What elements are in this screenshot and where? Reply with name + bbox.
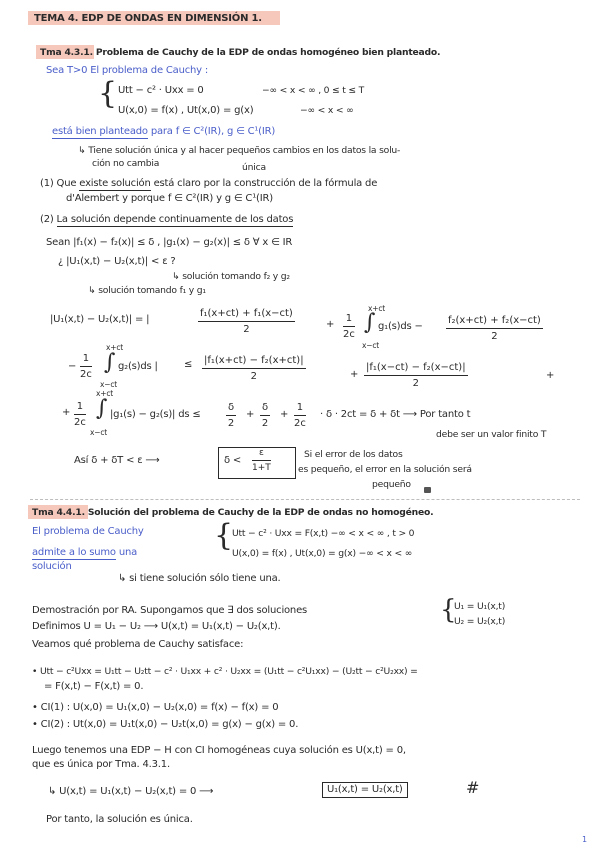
fraction-f2-num: f₂(x+ct) + f₂(x−ct) [446, 316, 543, 329]
chapter-title: TEMA 4. EDP DE ONDAS EN DIMENSIÓN 1. [34, 13, 262, 24]
item2-keyword: La solución depende continuamente de los datos [56, 214, 294, 225]
t-must-be-finite: debe ser un valor finito T [436, 429, 547, 440]
define-u: Definimos U = U₁ − U₂ ⟶ U(x,t) = U₁(x,t) − U₂(x,t). [32, 621, 281, 632]
fraction-diff-minus-den: 2 [412, 378, 419, 389]
fraction-f1-den: 2 [243, 324, 250, 335]
frac-num: 1 [343, 314, 355, 327]
frac-den: 2c [294, 418, 306, 429]
por-tanto: Por tanto, la solución es única. [46, 814, 193, 825]
luego-line-2: que es única por Tma. 4.3.1. [32, 759, 170, 770]
final-result-box: U₁(x,t) = U₂(x,t) [322, 782, 408, 798]
system-brace-3: { [440, 595, 457, 625]
note-unique-solution-1: ↳ Tiene solución única y al hacer pequeños cambios en los datos la solu- [78, 145, 401, 156]
nonhomog-ic: U(x,0) = f(x) , Ut(x,0) = g(x) −∞ < x < ∞ [232, 548, 413, 559]
bullet-ci1: • CI(1) : U(x,0) = U₁(x,0) − U₂(x,0) = f(x) − f(x) = 0 [32, 702, 279, 713]
frac-num: 1 [80, 354, 92, 367]
fraction-diff-minus-num: |f₁(x−ct) − f₂(x−ct)| [364, 363, 468, 376]
item2-dependence [40, 215, 293, 225]
frac-den: 2 [227, 418, 235, 429]
qed-mark: # [466, 778, 480, 797]
minus-sign-2: − [68, 361, 77, 372]
plus-sign-2: + [350, 369, 359, 380]
section2-left-a: El problema de Cauchy [32, 526, 144, 537]
error-question: ¿ |U₁(x,t) − U₂(x,t)| < ε ? [58, 256, 176, 267]
frac-den: 2 [261, 418, 269, 429]
section1-title: Tma 4.3.1. Problema de Cauchy de la EDP de ondas homogéneo bien planteado. [40, 47, 441, 58]
one-word: una [115, 547, 138, 558]
item1-existence [40, 179, 377, 189]
fraction-diff-plus-den: 2 [250, 371, 257, 382]
section2-left-d: solución [32, 561, 72, 572]
bullet-pde-1: • Utt − c²Uxx = U₁tt − U₂tt − c² · U₁xx + c² · U₂xx = (U₁tt − c²U₁xx) − (U₂tt − c²U₂xx) = [32, 666, 418, 677]
bullet-pde-2: = F(x,t) − F(x,t) = 0. [44, 681, 144, 692]
item1-text: está claro por la construcción de la fórmula de [150, 178, 378, 189]
section-divider [30, 499, 580, 500]
initial-domain: −∞ < x < ∞ [300, 105, 354, 116]
plus-sign-4: + [246, 409, 255, 420]
ink-smudge [424, 487, 431, 493]
integral-1-upper: x+ct [368, 304, 385, 313]
cauchy-intro: Sea T>0 El problema de Cauchy : [46, 65, 209, 76]
item1-line2: d'Alembert y porque f ∈ C²(IR) y g ∈ C¹(IR) [66, 193, 273, 204]
at-most-one-term: admite a lo sumo [32, 547, 116, 558]
final-equation: ↳ U(x,t) = U₁(x,t) − U₂(x,t) = 0 ⟶ [48, 786, 214, 797]
delta-bound-fraction [252, 449, 271, 473]
frac-num: ε [252, 449, 271, 461]
note-unique-solution-2: ción no cambia [92, 158, 160, 169]
integral-3-body: |g₁(s) − g₂(s)| ds ≤ [110, 409, 201, 420]
estimate-tail: · δ · 2ct = δ + δt ⟶ Por tanto t [320, 409, 471, 420]
integral-2-upper: x+ct [106, 343, 123, 352]
plus-sign-5: + [280, 409, 289, 420]
pde-equation: Utt − c² · Uxx = 0 [118, 85, 204, 96]
fraction-1-over-2c-b [80, 354, 92, 380]
fraction-1-over-2c-c [74, 402, 86, 428]
pde-domain: −∞ < x < ∞ , 0 ≤ t ≤ T [262, 85, 365, 96]
fraction-diff-minus [364, 363, 468, 389]
system-brace-1: { [98, 76, 118, 111]
fraction-1-over-2c-d [294, 403, 306, 429]
item1-keyword: existe solución [79, 178, 151, 189]
integral-sign-1: ∫ [364, 310, 376, 335]
luego-line-1: Luego tenemos una EDP − H con CI homogéneas cuya solución es U(x,t) = 0, [32, 745, 406, 756]
frac-den: 1+T [252, 463, 271, 473]
integral-2-lower: x−ct [100, 380, 117, 389]
estimate-lhs: |U₁(x,t) − U₂(x,t)| = | [50, 314, 150, 325]
proof-intro: Demostración por RA. Supongamos que ∃ dos soluciones [32, 605, 308, 616]
well-posed-condition: para f ∈ C²(IR), g ∈ C¹(IR) [147, 126, 276, 137]
system-brace-2: { [214, 518, 234, 553]
frac-den: 2c [74, 417, 86, 428]
conclusion-line-3: pequeño [372, 479, 411, 490]
le-sign-1: ≤ [184, 359, 193, 370]
integral-1-body: g₁(s)ds − [378, 321, 423, 332]
item2-prefix: (2) [40, 214, 57, 225]
fraction-delta-b [260, 403, 270, 429]
fraction-1-over-2c-a [343, 314, 355, 340]
fraction-f1 [198, 309, 295, 335]
note-solution-f2: ↳ solución tomando f₂ y g₂ [172, 271, 290, 282]
fraction-delta-a [226, 403, 236, 429]
integral-3-lower: x−ct [90, 428, 107, 437]
bullet-ci2: • CI(2) : Ut(x,0) = U₁t(x,0) − U₂t(x,0) = g(x) − g(x) = 0. [32, 719, 299, 730]
initial-conditions: U(x,0) = f(x) , Ut(x,0) = g(x) [118, 105, 254, 116]
delta-bound-lhs: δ < [224, 455, 242, 466]
frac-num: 1 [294, 403, 306, 416]
fraction-diff-plus [202, 356, 306, 382]
section2-left-b [32, 548, 137, 558]
solution-u1: U₁ = U₁(x,t) [454, 601, 506, 612]
integral-sign-2: ∫ [104, 350, 116, 375]
integral-1-lower: x−ct [362, 341, 379, 350]
plus-sign-3: + [546, 370, 555, 381]
fraction-f2 [446, 316, 543, 342]
unique-note: ↳ si tiene solución sólo tiene una. [118, 573, 281, 584]
plus-sign-pre-3: + [62, 407, 71, 418]
frac-den: 2c [80, 369, 92, 380]
asi-inequality: Así δ + δT < ε ⟶ [74, 455, 160, 466]
section2-title: Tma 4.4.1. Solución del problema de Cauchy de la EDP de ondas no homogéneo. [32, 507, 434, 518]
item1-prefix: (1) Que [40, 178, 80, 189]
data-bounds: Sean |f₁(x) − f₂(x)| ≤ δ , |g₁(x) − g₂(x)| ≤ δ ∀ x ∈ IR [46, 237, 293, 248]
veamos: Veamos qué problema de Cauchy satisface: [32, 639, 244, 650]
plus-sign-1: + [326, 319, 335, 330]
solution-u2: U₂ = U₂(x,t) [454, 616, 506, 627]
note-unique-word: única [242, 162, 266, 173]
fraction-f1-num: f₁(x+ct) + f₁(x−ct) [198, 309, 295, 322]
page-number: 1 [582, 835, 587, 844]
well-posed-term: está bien planteado [52, 126, 148, 137]
nonhomog-pde: Utt − c² · Uxx = F(x,t) −∞ < x < ∞ , t > 0 [232, 528, 415, 539]
conclusion-line-1: Si el error de los datos [304, 449, 403, 460]
fraction-diff-plus-num: |f₁(x+ct) − f₂(x+ct)| [202, 356, 306, 369]
integral-sign-3: ∫ [96, 396, 108, 421]
well-posed-statement [52, 127, 275, 137]
integral-2-body: g₂(s)ds | [118, 361, 158, 372]
frac-num: 1 [74, 402, 86, 415]
conclusion-line-2: es pequeño, el error en la solución será [298, 464, 472, 475]
frac-den: 2c [343, 329, 355, 340]
frac-num: δ [226, 403, 236, 416]
integral-3-upper: x+ct [96, 389, 113, 398]
fraction-f2-den: 2 [491, 331, 498, 342]
note-solution-f1: ↳ solución tomando f₁ y g₁ [88, 285, 206, 296]
frac-num: δ [260, 403, 270, 416]
